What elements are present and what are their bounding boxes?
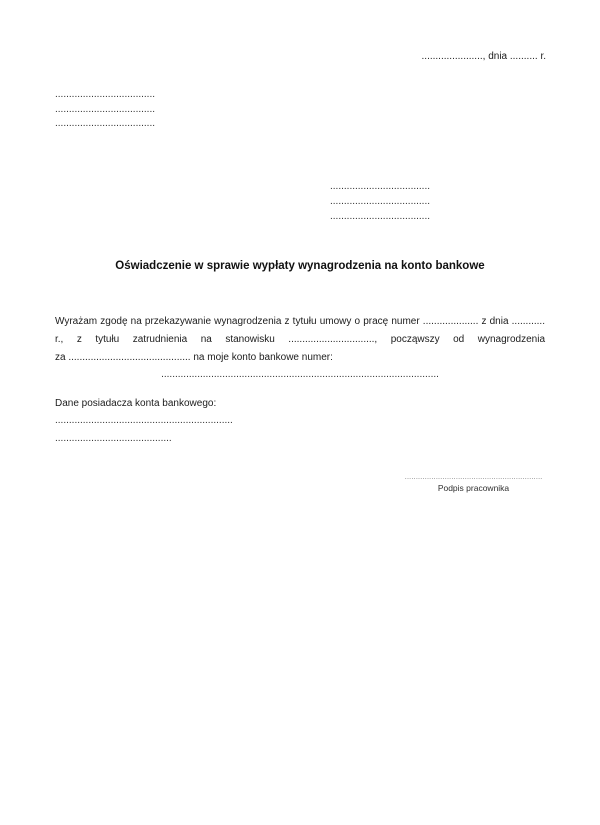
employee-details-block xyxy=(55,88,155,132)
fill-in-line: .......................................... xyxy=(55,432,172,444)
employer-details-block xyxy=(330,179,430,225)
declaration-paragraph xyxy=(55,313,545,384)
date-fill-in-line: ......................, dnia .......... r. xyxy=(421,51,546,62)
signature-label: Podpis pracownika xyxy=(437,483,510,493)
account-holder-section xyxy=(55,395,233,447)
fill-in-line: .................................... xyxy=(330,211,431,223)
fill-in-line: .................................... xyxy=(330,196,431,208)
account-holder-label: Dane posiadacza konta bankowego: xyxy=(55,398,217,409)
document-title: Oświadczenie w sprawie wypłaty wynagrodzenia na konto bankowe xyxy=(115,260,485,272)
paragraph-line: r., z tytułu zatrudnienia na stanowisku ..............................., począwszy od wynagrodzenia xyxy=(55,333,545,345)
signature-fill-in-line: .............................................................. xyxy=(404,472,543,481)
fill-in-line: .................................... xyxy=(55,103,156,115)
fill-in-line: .................................... xyxy=(330,181,431,192)
fill-in-line: .................................... xyxy=(55,89,156,100)
account-number-fill-in-line: .................................................................................................... xyxy=(161,369,439,381)
fill-in-line: ................................................................ xyxy=(55,415,233,427)
signature-section xyxy=(402,472,545,493)
paragraph-line: za ............................................ na moje konto bankowe numer: xyxy=(55,351,333,363)
paragraph-line: Wyrażam zgodę na przekazywanie wynagrodzenia z tytułu umowy o pracę numer .................... z dnia ............ xyxy=(55,316,545,327)
fill-in-line: .................................... xyxy=(55,118,156,130)
